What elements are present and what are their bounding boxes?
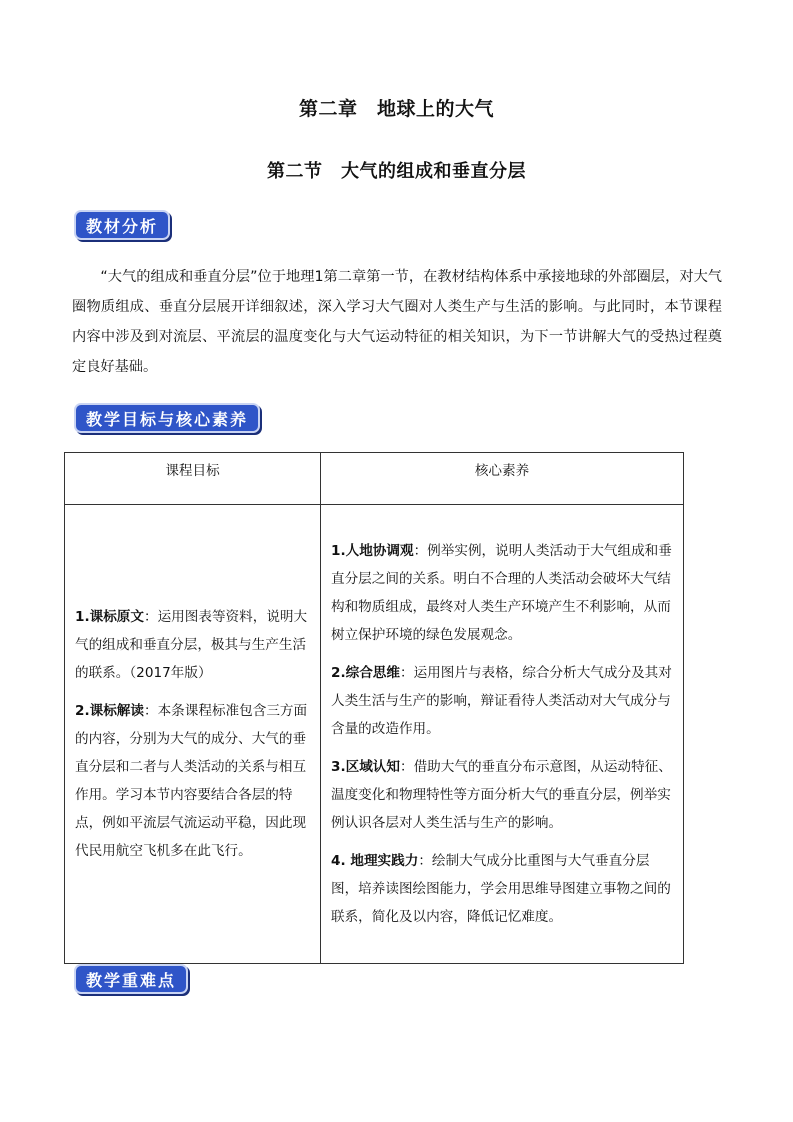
chapter-title: 第二章 地球上的大气 [298,98,494,120]
right-para-4 [331,847,673,931]
left-label-2: 2.课标解读 [75,703,144,719]
section-title: 第二节 大气的组成和垂直分层 [267,161,526,182]
header-core-literacy: 核心素养 [321,453,684,505]
table-header-row [65,453,684,505]
banner-objectives: 教学目标与核心素养 [74,403,260,433]
right-text-2: ：运用图片与表格，综合分析大气成分及其对人类生活与生产的影响，辩证看待人类活动对大气成分与含量的改造作用。 [331,665,672,737]
left-para-2 [75,697,310,865]
right-para-3 [331,753,673,837]
banner-analysis: 教材分析 [74,210,170,240]
header-course-goals: 课程目标 [65,453,321,505]
table-row [65,505,684,964]
right-text-3: ：借助大气的垂直分布示意图，从运动特征、温度变化和物理特性等方面分析大气的垂直分层，例举实例认识各层对人类生活与生产的影响。 [331,759,672,831]
right-para-1 [331,537,673,649]
right-label-4: 4. 地理实践力 [331,853,419,869]
right-para-2 [331,659,673,743]
core-literacy-cell [321,505,684,964]
left-text-2: ：本条课程标准包含三方面的内容，分别为大气的成分、大气的垂直分层和二者与人类活动的关系与相互作用。学习本节内容要结合各层的特点，例如平流层气流运动平稳，因此现代民用航空飞机多在此飞行。 [75,703,308,859]
right-text-4: ：绘制大气成分比重图与大气垂直分层图，培养读图绘图能力，学会用思维导图建立事物之间的联系，简化及以内容，降低记忆难度。 [331,853,671,925]
right-label-2: 2.综合思维 [331,665,400,681]
right-label-3: 3.区域认知 [331,759,400,775]
banner-key-points: 教学重难点 [74,964,188,994]
course-goals-cell [65,505,321,964]
right-label-1: 1.人地协调观 [331,543,414,559]
objectives-table [64,452,684,964]
intro-paragraph: “大气的组成和垂直分层”位于地理1第二章第一节，在教材结构体系中承接地球的外部圈层，对大气圈物质组成、垂直分层展开详细叙述，深入学习大气圈对人类生产与生活的影响。与此同时，本节课程内容中涉及到对流层、平流层的温度变化与大气运动特征的相关知识，为下一节讲解大气的受热过程奠定良好基础。 [72,269,722,375]
left-label-1: 1.课标原文 [75,609,144,625]
left-para-1 [75,603,310,687]
right-text-1: ：例举实例，说明人类活动于大气组成和垂直分层之间的关系。明白不合理的人类活动会破坏大气结构和物质组成，最终对人类生产环境产生不利影响，从而树立保护环境的绿色发展观念。 [331,543,672,643]
left-text-1: ：运用图表等资料，说明大气的组成和垂直分层，极其与生产生活的联系。（2017年版） [75,609,308,681]
